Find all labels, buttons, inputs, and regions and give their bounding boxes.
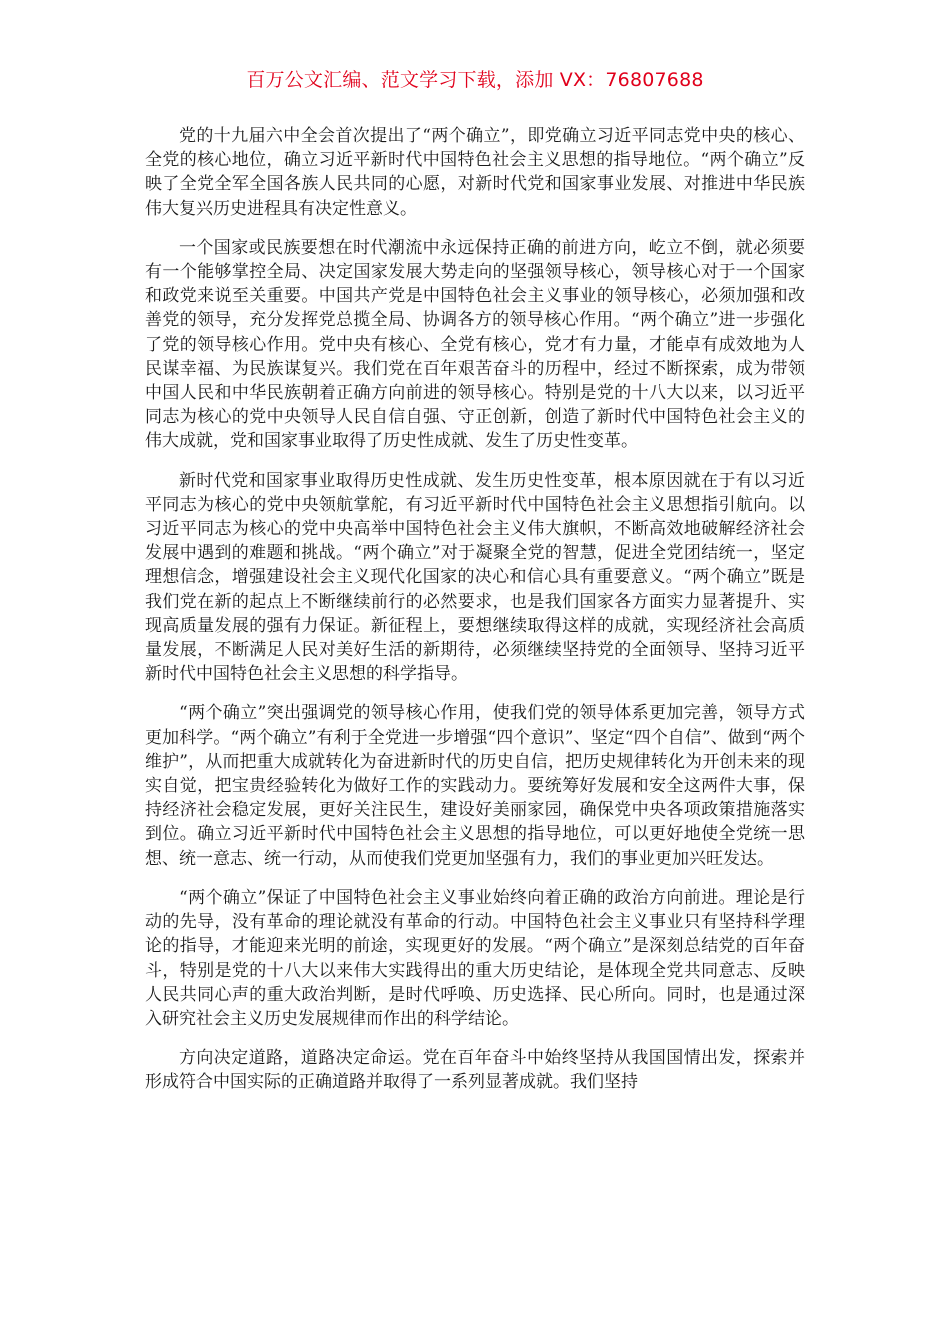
paragraph-1: 党的十九届六中全会首次提出了“两个确立”，即党确立习近平同志党中央的核心、全党的核心地位，确立习近平新时代中国特色社会主义思想的指导地位。“两个确立”反映了全党全军全国各族人民共同的心愿，对新时代党和国家事业发展、对推进中华民族伟大复兴历史进程具有决定性意义。: [145, 126, 805, 219]
article-body: [145, 124, 805, 1110]
header-banner: 百万公文汇编、范文学习下载，添加 VX：76807688: [246, 69, 704, 91]
paragraph-5: “两个确立”保证了中国特色社会主义事业始终向着正确的政治方向前进。理论是行动的先导，没有革命的理论就没有革命的行动。中国特色社会主义事业只有坚持科学理论的指导，才能迎来光明的前途，实现更好的发展。“两个确立”是深刻总结党的百年奋斗，特别是党的十八大以来伟大实践得出的重大历史结论，是体现全党共同意志、反映人民共同心声的重大政治判断，是时代呼唤、历史选择、民心所向。同时，也是通过深入研究社会主义历史发展规律而作出的科学结论。: [145, 887, 805, 1029]
paragraph-6: 方向决定道路，道路决定命运。党在百年奋斗中始终坚持从我国国情出发，探索并形成符合中国实际的正确道路并取得了一系列显著成就。我们坚持: [145, 1048, 805, 1093]
paragraph-3: 新时代党和国家事业取得历史性成就、发生历史性变革，根本原因就在于有以习近平同志为核心的党中央领航掌舵，有习近平新时代中国特色社会主义思想指引航向。以习近平同志为核心的党中央高举中国特色社会主义伟大旗帜，不断高效地破解经济社会发展中遇到的难题和挑战。“两个确立”对于凝聚全党的智慧，促进全党团结统一，坚定理想信念，增强建设社会主义现代化国家的决心和信心具有重要意义。“两个确立”既是我们党在新的起点上不断继续前行的必然要求，也是我们国家各方面实力显著提升、实现高质量发展的强有力保证。新征程上，要想继续取得这样的成就，实现经济社会高质量发展，不断满足人民对美好生活的新期待，必须继续坚持党的全面领导、坚持习近平新时代中国特色社会主义思想的科学指导。: [145, 470, 805, 685]
paragraph-2: 一个国家或民族要想在时代潮流中永远保持正确的前进方向，屹立不倒，就必须要有一个能够掌控全局、决定国家发展大势走向的坚强领导核心，领导核心对于一个国家和政党来说至关重要。中国共产党是中国特色社会主义事业的领导核心，必须加强和改善党的领导，充分发挥党总揽全局、协调各方的领导核心作用。“两个确立”进一步强化了党的领导核心作用。党中央有核心、全党有核心，党才有力量，才能卓有成效地为人民谋幸福、为民族谋复兴。我们党在百年艰苦奋斗的历程中，经过不断探索，成为带领中国人民和中华民族朝着正确方向前进的领导核心。特别是党的十八大以来，以习近平同志为核心的党中央领导人民自信自强、守正创新，创造了新时代中国特色社会主义的伟大成就，党和国家事业取得了历史性成就、发生了历史性变革。: [145, 237, 805, 452]
paragraph-4: “两个确立”突出强调党的领导核心作用，使我们党的领导体系更加完善，领导方式更加科学。“两个确立”有利于全党进一步增强“四个意识”、坚定“四个自信”、做到“两个维护”，从而把重大成就转化为奋进新时代的历史自信，把历史规律转化为开创未来的现实自觉，把宝贵经验转化为做好工作的实践动力。要统筹好发展和安全这两件大事，保持经济社会稳定发展，更好关注民生，建设好美丽家园，确保党中央各项政策措施落实到位。确立习近平新时代中国特色社会主义思想的指导地位，可以更好地使全党统一思想、统一意志、统一行动，从而使我们党更加坚强有力，我们的事业更加兴旺发达。: [145, 703, 805, 869]
